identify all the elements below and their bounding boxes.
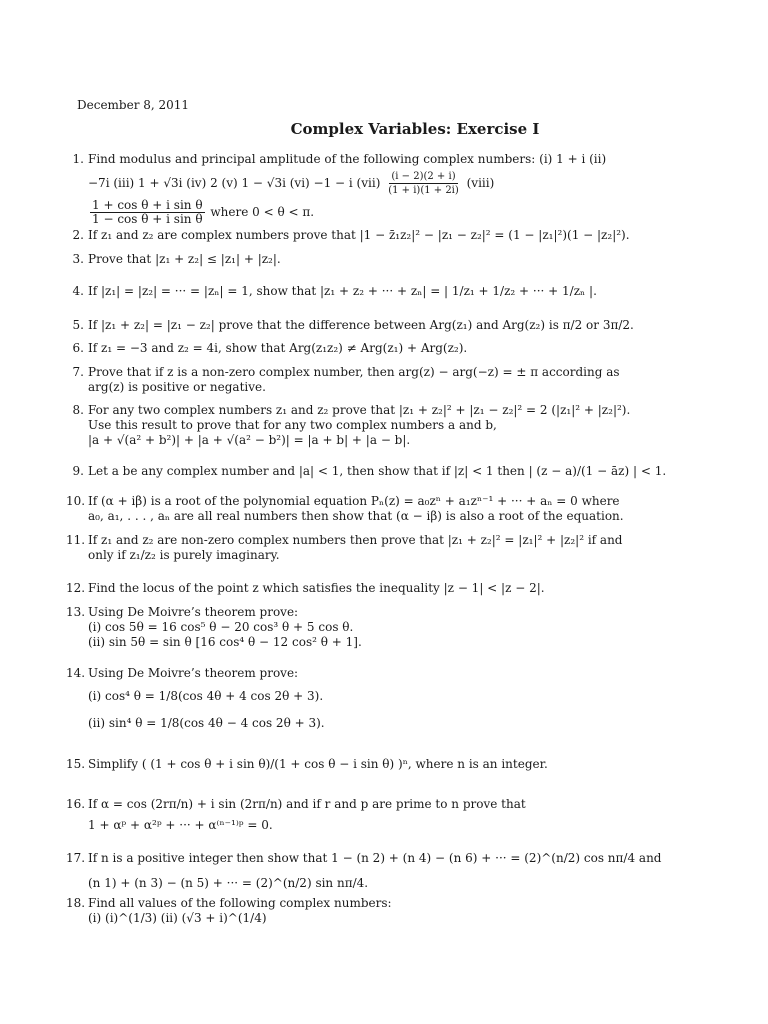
problem-text: where 0 < θ < π. xyxy=(210,205,315,219)
problem-text: only if z₁/z₂ is purely imaginary. xyxy=(88,548,280,562)
problem-number: 17. xyxy=(66,851,86,865)
problem-number: 3. xyxy=(72,252,84,266)
problem-text: If |z₁ + z₂| = |z₁ − z₂| prove that the difference between Arg(z₁) and Arg(z₂) is π/2 or 3π/2. xyxy=(88,318,634,332)
problem-text: If |z₁| = |z₂| = ··· = |zₙ| = 1, show that |z₁ + z₂ + ··· + zₙ| = | 1/z₁ + 1/z₂ + ··· + 1/zₙ |. xyxy=(88,284,597,298)
problem-number: 4. xyxy=(72,284,84,298)
problem-number: 18. xyxy=(66,896,86,910)
problem-1 xyxy=(66,152,706,226)
denominator: 1 − cos θ + i sin θ xyxy=(92,212,203,226)
problem-text: Find all values of the following complex numbers: xyxy=(88,896,392,910)
problem-number: 1. xyxy=(72,152,84,166)
problem-text: Using De Moivre’s theorem prove: xyxy=(88,666,299,680)
problem-text: −7i (iii) 1 + √3i (iv) 2 (v) 1 − √3i (vi) −1 − i (vii) xyxy=(88,176,381,190)
problem-text: (n 1) + (n 3) − (n 5) + ··· = (2)^(n/2) sin nπ/4. xyxy=(88,876,369,890)
problem-text: (i) (i)^(1/3) (ii) (√3 + i)^(1/4) xyxy=(88,911,267,925)
problem-text: arg(z) is positive or negative. xyxy=(88,380,266,394)
problem-text: Simplify ( (1 + cos θ + i sin θ)/(1 + cos θ − i sin θ) )ⁿ, where n is an integer. xyxy=(88,757,548,771)
problem-number: 13. xyxy=(66,605,86,619)
document-title xyxy=(0,122,660,137)
problem-number: 16. xyxy=(66,797,86,811)
problem-text: Prove that |z₁ + z₂| ≤ |z₁| + |z₂|. xyxy=(88,252,281,266)
problem-text: If (α + iβ) is a root of the polynomial equation Pₙ(z) = a₀zⁿ + a₁zⁿ⁻¹ + ··· + aₙ = 0 where xyxy=(88,494,620,508)
problem-text: Use this result to prove that for any two complex numbers a and b, xyxy=(88,418,497,432)
numerator: (i − 2)(2 + i) xyxy=(391,171,456,182)
problem-number: 2. xyxy=(72,228,84,242)
problem-text: (ii) sin 5θ = sin θ [16 cos⁴ θ − 12 cos² θ + 1]. xyxy=(88,635,362,649)
problem-text: |a + √(a² + b²)| + |a + √(a² − b²)| = |a + b| + |a − b|. xyxy=(88,433,411,447)
problem-text: a₀, a₁, . . . , aₙ are all real numbers then show that (α − iβ) is also a root of the equation. xyxy=(88,509,624,523)
problem-number: 9. xyxy=(72,464,84,478)
fraction xyxy=(386,170,461,197)
problem-number: 6. xyxy=(72,341,84,355)
problem-text: (viii) xyxy=(466,176,495,190)
problem-text: Find the locus of the point z which satisfies the inequality |z − 1| < |z − 2|. xyxy=(88,581,545,595)
document-date: December 8, 2011 xyxy=(77,98,190,112)
problem-text: Using De Moivre’s theorem prove: xyxy=(88,605,299,619)
problem-number: 7. xyxy=(72,365,84,379)
problem-number: 11. xyxy=(66,533,86,547)
problem-number: 14. xyxy=(66,666,86,680)
problem-text: Prove that if z is a non-zero complex number, then arg(z) − arg(−z) = ± π according as xyxy=(88,365,620,379)
problem-text: If z₁ and z₂ are non-zero complex numbers then prove that |z₁ + z₂|² = |z₁|² + |z₂|² if and xyxy=(88,533,623,547)
problem-text: Find modulus and principal amplitude of the following complex numbers: (i) 1 + i (ii) xyxy=(88,152,607,166)
problem-text: (i) cos 5θ = 16 cos⁵ θ − 20 cos³ θ + 5 cos θ. xyxy=(88,620,354,634)
problem-text: For any two complex numbers z₁ and z₂ prove that |z₁ + z₂|² + |z₁ − z₂|² = 2 (|z₁|² + |z₂|²). xyxy=(88,403,631,417)
denominator: (1 + i)(1 + 2i) xyxy=(388,185,459,196)
problem-number: 5. xyxy=(72,318,84,332)
problem-text: If α = cos (2rπ/n) + i sin (2rπ/n) and if r and p are prime to n prove that xyxy=(88,797,526,811)
problem-text: If z₁ and z₂ are complex numbers prove that |1 − z̄₁z₂|² − |z₁ − z₂|² = (1 − |z₁|²)(1 − |z₂|²). xyxy=(88,228,630,242)
fraction xyxy=(90,199,205,226)
problem-text: 1 + αᵖ + α²ᵖ + ··· + α⁽ⁿ⁻¹⁾ᵖ = 0. xyxy=(88,818,273,832)
problem-text: (i) cos⁴ θ = 1/8(cos 4θ + 4 cos 2θ + 3). xyxy=(88,689,324,703)
problem-text: Let a be any complex number and |a| < 1, then show that if |z| < 1 then | (z − a)/(1 − āz) | < 1. xyxy=(88,464,667,478)
problem-text: If z₁ = −3 and z₂ = 4i, show that Arg(z₁z₂) ≠ Arg(z₁) + Arg(z₂). xyxy=(88,341,468,355)
problem-number: 10. xyxy=(66,494,86,508)
numerator: 1 + cos θ + i sin θ xyxy=(92,198,203,212)
problem-number: 15. xyxy=(66,757,86,771)
document-title-text: Complex Variables: Exercise I xyxy=(290,120,540,138)
problem-text: (ii) sin⁴ θ = 1/8(cos 4θ − 4 cos 2θ + 3). xyxy=(88,716,325,730)
problem-number: 8. xyxy=(72,403,84,417)
problem-number: 12. xyxy=(66,581,86,595)
problem-text: If n is a positive integer then show that 1 − (n 2) + (n 4) − (n 6) + ··· = (2)^(n/2) cos nπ/4 and xyxy=(88,851,662,865)
